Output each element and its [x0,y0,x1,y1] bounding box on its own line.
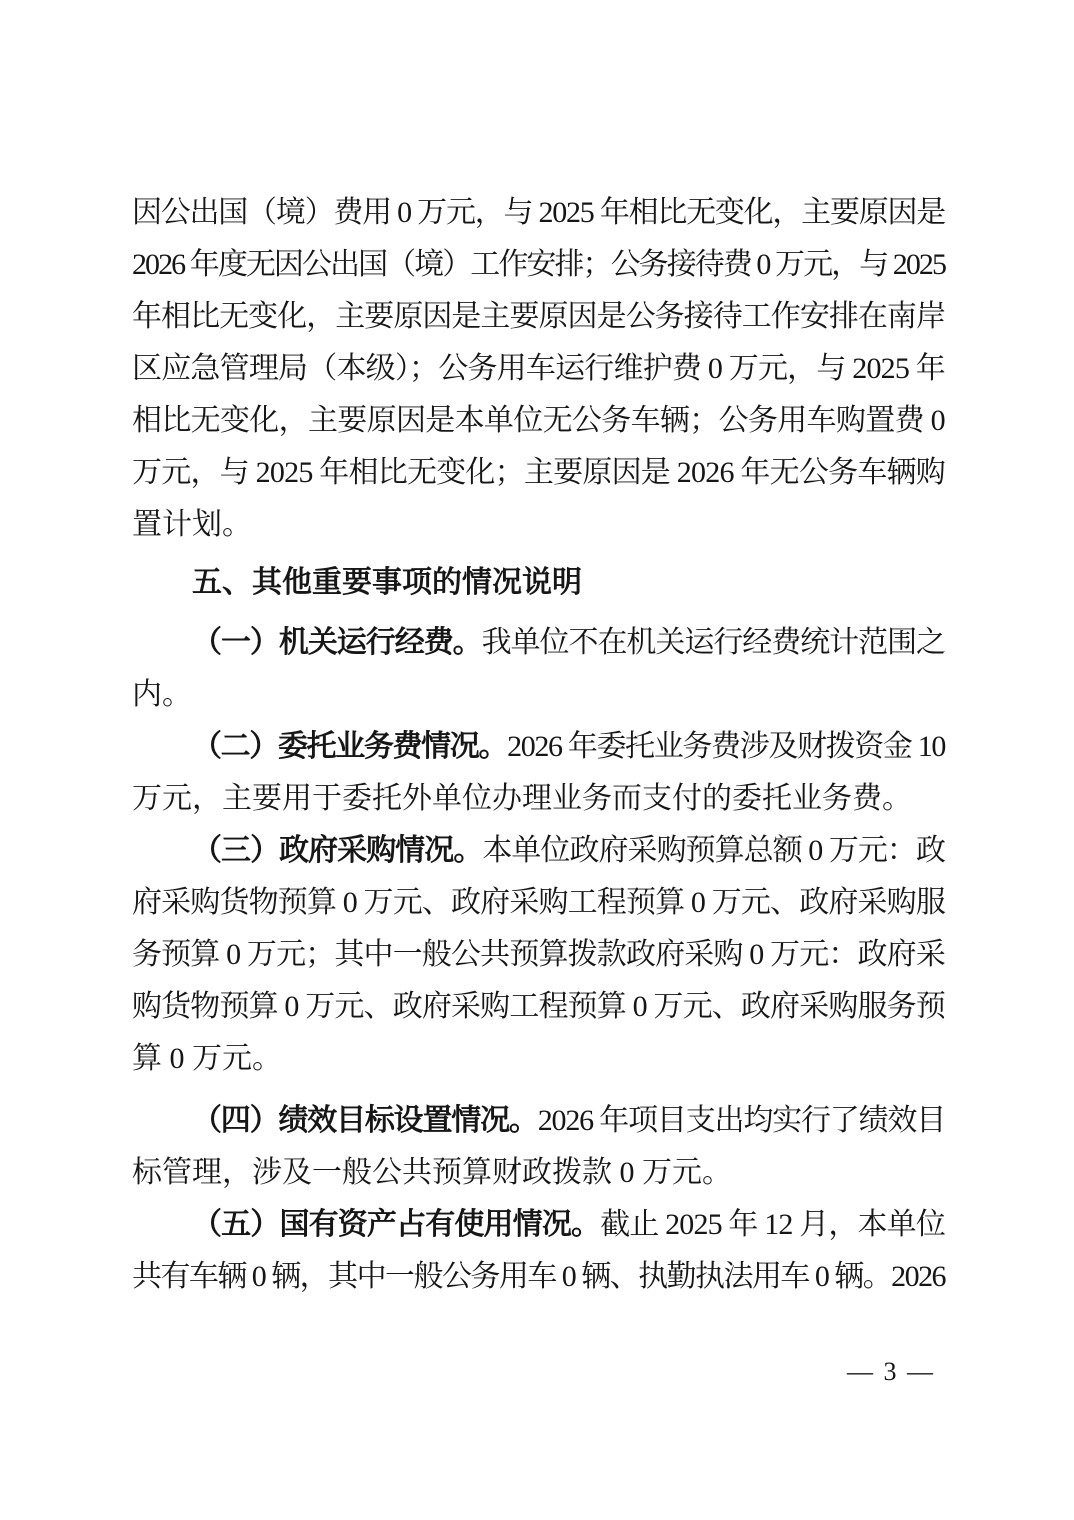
text-run: 内。 [132,678,192,711]
text-line [132,343,945,395]
page-number: — 3 — [847,1357,935,1386]
text-line [132,1095,945,1147]
text-line [132,773,945,825]
text-line [132,187,945,239]
text-line [132,981,945,1033]
text-run: 相比无变化，主要原因是本单位无公务车辆；公务用车购置费 0 [132,404,945,437]
item-2-weituo-yewufei [132,721,945,825]
text-line [132,291,945,343]
text-run: 共有车辆 0 辆，其中一般公务用车 0 辆、执勤执法用车 0 辆。2026 [132,1260,945,1293]
item-5-guoyou-zichan [132,1199,945,1303]
text-line [132,395,945,447]
item-title: （一）机关运行经费。 [192,626,482,659]
text-run: 区应急管理局（本级）；公务用车运行维护费 0 万元，与 2025 年 [132,352,945,385]
text-run: （四）绩效目标设置情况。2026 年项目支出均实行了绩效目 [192,1104,946,1137]
text-run: 2026 年度无因公出国（境）工作安排；公务接待费 0 万元，与 2025 [132,248,945,281]
section-heading-line [132,557,945,609]
item-3-zhengfu-caigou [132,825,945,1085]
text-run: 务预算 0 万元；其中一般公共预算拨款政府采购 0 万元：政府采 [132,938,945,971]
text-run: 算 0 万元。 [132,1042,282,1075]
text-line [132,825,945,877]
text-run: 购货物预算 0 万元、政府采购工程预算 0 万元、政府采购服务预 [132,990,945,1023]
text-line [132,239,945,291]
text-line [132,669,945,721]
text-run: 标管理，涉及一般公共预算财政拨款 0 万元。 [132,1156,732,1189]
text-run: 置计划。 [132,508,252,541]
text-run: 因公出国（境）费用 0 万元，与 2025 年相比无变化，主要原因是 [132,196,945,229]
item-title: （五）国有资产占有使用情况。 [192,1208,601,1241]
text-line [132,721,945,773]
text-line [132,617,945,669]
text-run: （三）政府采购情况。本单位政府采购预算总额 0 万元：政 [192,834,946,867]
item-1-jiguan-yunxing-jingfei [132,617,945,721]
item-4-jixiao-mubiao [132,1095,945,1199]
document-body [132,187,945,1303]
text-line [132,877,945,929]
text-run: 五、其他重要事项的情况说明 [192,566,582,599]
text-line [132,1199,945,1251]
text-run: （二）委托业务费情况。2026 年委托业务费涉及财拨资金 10 [192,730,946,763]
item-title: （二）委托业务费情况。 [192,730,508,763]
text-line [132,1147,945,1199]
text-line [132,1251,945,1303]
item-title: （四）绩效目标设置情况。 [192,1104,538,1137]
text-run: 万元，与 2025 年相比无变化；主要原因是 2026 年无公务车辆购 [132,456,945,489]
text-run: 万元，主要用于委托外单位办理业务而支付的委托业务费。 [132,782,912,815]
text-run: （五）国有资产占有使用情况。截止 2025 年 12 月，本单位 [192,1208,945,1241]
section-heading [132,557,945,609]
text-line [132,929,945,981]
text-run: 府采购货物预算 0 万元、政府采购工程预算 0 万元、政府采购服 [132,886,945,919]
item-title: （三）政府采购情况。 [192,834,483,867]
text-run: （一）机关运行经费。我单位不在机关运行经费统计范围之 [192,626,946,659]
text-line [132,447,945,499]
text-run: 年相比无变化，主要原因是主要原因是公务接待工作安排在南岸 [132,300,945,333]
para-continuation-sangong-expense [132,187,945,551]
text-line [132,1033,945,1085]
text-line [132,499,945,551]
